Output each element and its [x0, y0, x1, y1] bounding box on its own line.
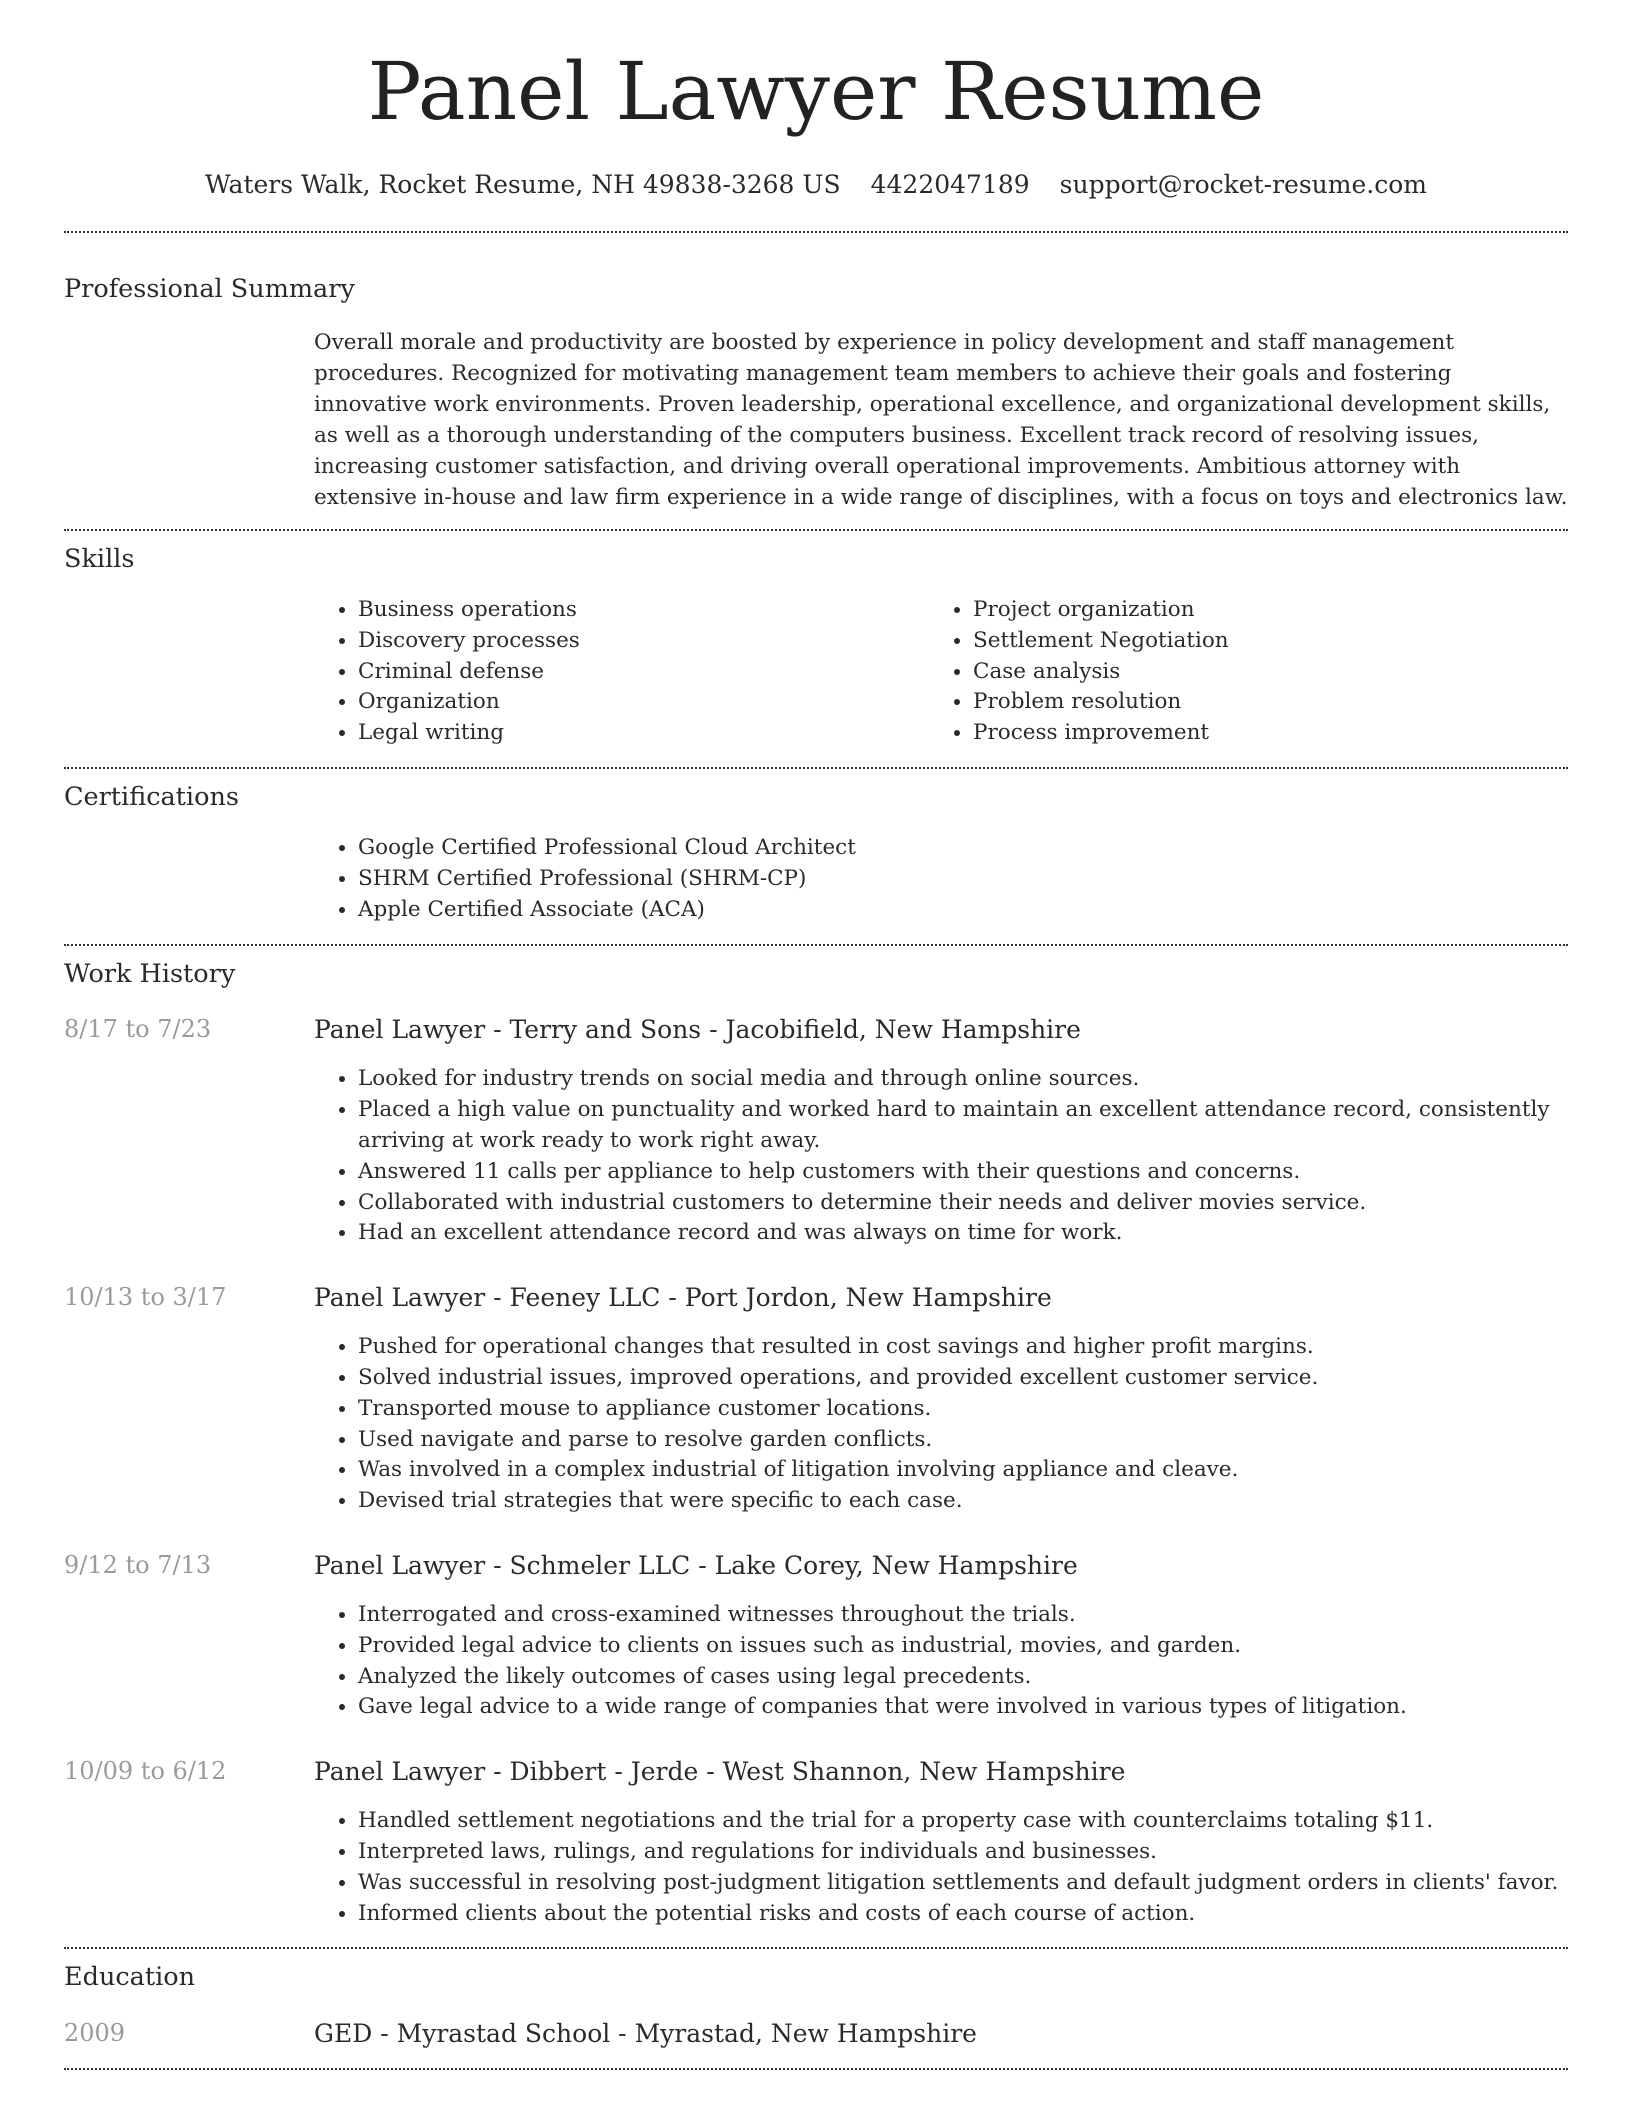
job-dates: 10/09 to 6/12 — [64, 1757, 227, 1786]
divider — [64, 529, 1568, 531]
list-item: • Criminal defense — [358, 657, 929, 688]
summary-section — [64, 274, 1568, 513]
list-item: • Informed clients about the potential risks and costs of each course of action. — [358, 1899, 1568, 1930]
list-item: • Used navigate and parse to resolve garden conflicts. — [358, 1425, 1568, 1456]
summary-text: Overall morale and productivity are boosted by experience in policy development and staff management procedures. Recognized for motivating management team members to achieve their goals and fostering innovative work environments. Proven leadership, operational excellence, and organizational development skills, as well as a thorough understanding of the computers business. Excellent track record of resolving issues, increasing customer satisfaction, and driving overall operational improvements. Ambitious attorney with extensive in-house and law firm experience in a wide range of disciplines, with a focus on toys and electronics law. — [314, 329, 1568, 510]
list-item: • Placed a high value on punctuality and worked hard to maintain an excellent attendance record, consistently arriving at work ready to work right away. — [358, 1095, 1568, 1157]
list-item: • Apple Certified Associate (ACA) — [358, 895, 1568, 926]
divider — [64, 767, 1568, 769]
job-title: Panel Lawyer - Feeney LLC - Port Jordon, New Hampshire — [314, 1283, 1052, 1313]
job-entry — [64, 1017, 1568, 1249]
job-bullets — [314, 1332, 1568, 1517]
education-section — [64, 1962, 1568, 2048]
divider — [64, 231, 1568, 233]
list-item: • Organization — [358, 687, 929, 718]
education-title: GED - Myrastad School - Myrastad, New Hampshire — [314, 2018, 977, 2048]
contact-address: Waters Walk, Rocket Resume, NH 49838-3268 US — [205, 170, 841, 199]
list-item: • SHRM Certified Professional (SHRM-CP) — [358, 864, 1568, 895]
job-entry — [64, 1759, 1568, 1929]
section-heading: Work History — [64, 958, 236, 989]
list-item: • Provided legal advice to clients on issues such as industrial, movies, and garden. — [358, 1631, 1568, 1662]
list-item: • Was successful in resolving post-judgment litigation settlements and default judgment orders in clients' favor. — [358, 1868, 1568, 1899]
list-item: • Project organization — [973, 595, 1568, 626]
education-year: 2009 — [64, 2018, 126, 2047]
list-item: • Had an excellent attendance record and was always on time for work. — [358, 1218, 1568, 1249]
job-entry — [64, 1550, 1568, 1723]
list-item: • Analyzed the likely outcomes of cases using legal precedents. — [358, 1662, 1568, 1693]
skills-section — [64, 543, 1568, 749]
divider — [64, 1947, 1568, 1949]
certifications-section — [64, 781, 1568, 926]
section-heading: Professional Summary — [64, 274, 355, 304]
contact-line — [64, 172, 1568, 197]
list-item: • Case analysis — [973, 657, 1568, 688]
list-item: • Answered 11 calls per appliance to help customers with their questions and concerns. — [358, 1157, 1568, 1188]
work-section — [64, 958, 1568, 1929]
section-heading: Skills — [64, 543, 135, 574]
list-item: • Gave legal advice to a wide range of companies that were involved in various types of litigation. — [358, 1692, 1568, 1723]
list-item: • Google Certified Professional Cloud Architect — [358, 833, 1568, 864]
list-item: • Devised trial strategies that were specific to each case. — [358, 1486, 1568, 1517]
page-title: Panel Lawyer Resume — [367, 45, 1265, 138]
job-bullets — [314, 1064, 1568, 1249]
list-item: • Looked for industry trends on social media and through online sources. — [358, 1064, 1568, 1095]
list-item: • Pushed for operational changes that resulted in cost savings and higher profit margins. — [358, 1332, 1568, 1363]
contact-phone: 4422047189 — [870, 170, 1030, 199]
divider — [64, 944, 1568, 946]
list-item: • Transported mouse to appliance customer locations. — [358, 1394, 1568, 1425]
list-item: • Solved industrial issues, improved operations, and provided excellent customer service. — [358, 1363, 1568, 1394]
job-dates: 10/13 to 3/17 — [64, 1283, 227, 1312]
job-dates: 9/12 to 7/13 — [64, 1550, 212, 1579]
list-item: • Process improvement — [973, 718, 1568, 749]
certifications-content — [314, 833, 1568, 925]
job-bullets — [314, 1600, 1568, 1723]
education-entry — [64, 2018, 1568, 2048]
list-item: • Legal writing — [358, 718, 929, 749]
job-title: Panel Lawyer - Terry and Sons - Jacobifield, New Hampshire — [314, 1015, 1081, 1045]
job-bullets — [314, 1806, 1568, 1929]
list-item: • Interpreted laws, rulings, and regulations for individuals and businesses. — [358, 1837, 1568, 1868]
certifications-list — [314, 833, 1568, 925]
list-item: • Interrogated and cross-examined witnesses throughout the trials. — [358, 1600, 1568, 1631]
contact-email: support@rocket-resume.com — [1059, 170, 1427, 199]
job-title: Panel Lawyer - Schmeler LLC - Lake Corey, New Hampshire — [314, 1550, 1078, 1580]
job-dates: 8/17 to 7/23 — [64, 1015, 212, 1044]
list-item: • Business operations — [358, 595, 929, 626]
job-entry — [64, 1285, 1568, 1517]
section-heading: Certifications — [64, 781, 239, 812]
list-item: • Problem resolution — [973, 687, 1568, 718]
list-item: • Was involved in a complex industrial of litigation involving appliance and cleave. — [358, 1455, 1568, 1486]
divider — [64, 2068, 1568, 2070]
list-item: • Settlement Negotiation — [973, 626, 1568, 657]
skills-list-right — [929, 595, 1568, 749]
job-title: Panel Lawyer - Dibbert - Jerde - West Shannon, New Hampshire — [314, 1757, 1126, 1787]
section-heading: Education — [64, 1962, 196, 1993]
list-item: • Discovery processes — [358, 626, 929, 657]
list-item: • Collaborated with industrial customers to determine their needs and deliver movies service. — [358, 1188, 1568, 1219]
skills-list-left — [314, 595, 929, 749]
list-item: • Handled settlement negotiations and the trial for a property case with counterclaims totaling $11. — [358, 1806, 1568, 1837]
skills-grid — [314, 595, 1568, 749]
